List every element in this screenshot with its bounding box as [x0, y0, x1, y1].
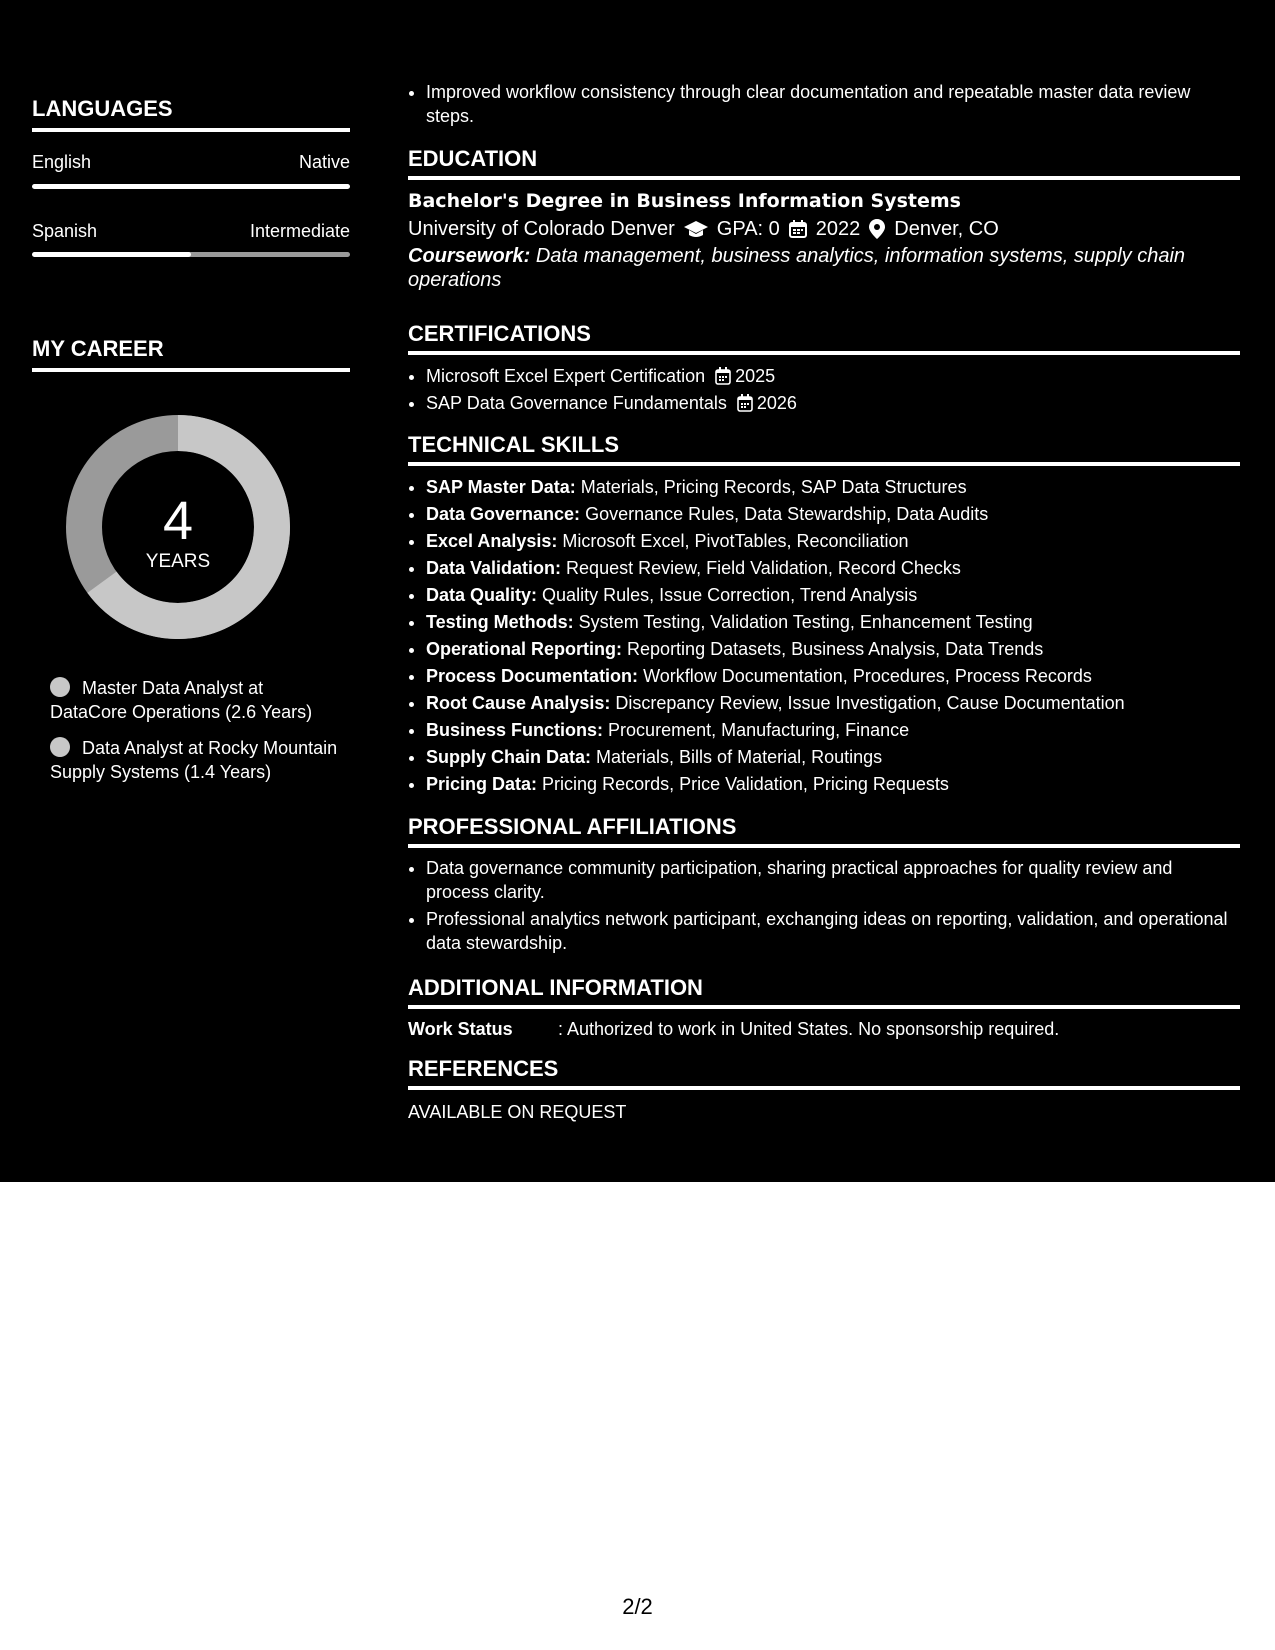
additional-info-section [408, 975, 1240, 1041]
page-number: 2/2 [622, 1594, 653, 1619]
skill-label: Data Governance: [426, 504, 581, 524]
skill-label: Pricing Data: [426, 774, 538, 794]
language-level: Intermediate [249, 221, 350, 241]
career-years-value: 4 [162, 491, 194, 551]
certification-name: Microsoft Excel Expert Certification [426, 366, 706, 386]
skill-item [426, 690, 1240, 717]
references-text: AVAILABLE ON REQUEST [408, 1102, 627, 1122]
calendar-icon [737, 394, 753, 412]
career-heading: MY CAREER [32, 336, 350, 372]
skill-item [426, 582, 1240, 609]
skill-label: Data Validation: [426, 558, 562, 578]
language-name: Spanish [32, 221, 98, 241]
experience-bullet: • Improved workflow consistency through clear documentation and repeatable master data review steps. [426, 80, 1240, 128]
work-status-label: Work Status [408, 1019, 513, 1039]
certification-name: SAP Data Governance Fundamentals [426, 393, 727, 413]
education-section [408, 146, 1240, 292]
skill-value: Materials, Bills of Material, Routings [596, 747, 883, 767]
skill-label: Data Quality: [426, 585, 538, 605]
language-bar-fill [32, 252, 191, 257]
skill-value: Pricing Records, Price Validation, Pricing Requests [542, 774, 949, 794]
career-legend-item [50, 736, 340, 784]
language-bar-spanish [32, 252, 350, 257]
affiliation-item: • Professional analytics network participant, exchanging ideas on reporting, validation, and operational data stewardship. [426, 907, 1240, 955]
skill-value: Reporting Datasets, Business Analysis, Data Trends [627, 639, 1044, 659]
skill-item [426, 609, 1240, 636]
certification-year: 2025 [735, 366, 776, 386]
references-section [408, 1056, 1240, 1124]
skill-item [426, 501, 1240, 528]
career-donut-chart [66, 415, 290, 639]
technical-skills-section [408, 432, 1240, 798]
career-legend-item [50, 676, 340, 724]
graduation-year: 2022 [815, 218, 861, 240]
languages-heading: LANGUAGES [32, 96, 350, 132]
skill-label: Excel Analysis: [426, 531, 558, 551]
coursework [408, 244, 1240, 292]
skill-value: Microsoft Excel, PivotTables, Reconciliation [562, 531, 909, 551]
skill-value: Governance Rules, Data Stewardship, Data Audits [585, 504, 989, 524]
skill-label: Process Documentation: [426, 666, 639, 686]
skill-label: SAP Master Data: [426, 477, 576, 497]
career-item-label: Data Analyst at Rocky Mountain Supply Systems (1.4 Years) [50, 738, 338, 782]
skills-list [408, 474, 1240, 798]
skill-label: Business Functions: [426, 720, 604, 740]
skill-item [426, 771, 1240, 798]
skill-item [426, 717, 1240, 744]
coursework-text: Data management, business analytics, information systems, supply chain operations [408, 245, 1186, 291]
work-status-value: : Authorized to work in United States. No sponsorship required. [558, 1019, 1060, 1039]
education-title: EDUCATION [408, 146, 1240, 180]
skill-item [426, 555, 1240, 582]
language-row-spanish [32, 221, 350, 242]
language-row-english [32, 152, 350, 173]
skill-value: Discrepancy Review, Issue Investigation, Cause Documentation [615, 693, 1125, 713]
skill-item [426, 636, 1240, 663]
skill-item [426, 528, 1240, 555]
career-years-label: YEARS [145, 551, 211, 572]
skill-value: Workflow Documentation, Procedures, Process Records [643, 666, 1092, 686]
language-level: Native [298, 152, 350, 172]
skill-item [426, 474, 1240, 501]
language-name: English [32, 152, 92, 172]
work-status-row [408, 1017, 1240, 1041]
experience-continued [408, 80, 1240, 128]
skill-value: Materials, Pricing Records, SAP Data Structures [580, 477, 967, 497]
skill-item [426, 744, 1240, 771]
skill-value: System Testing, Validation Testing, Enhancement Testing [578, 612, 1033, 632]
calendar-icon [788, 219, 808, 239]
technical-skills-title: TECHNICAL SKILLS [408, 432, 1240, 466]
education-meta [408, 214, 1240, 244]
certifications-title: CERTIFICATIONS [408, 321, 1240, 355]
legend-dot-icon [50, 677, 70, 697]
school-name: University of Colorado Denver [408, 218, 675, 240]
skill-label: Root Cause Analysis: [426, 693, 611, 713]
skill-label: Testing Methods: [426, 612, 574, 632]
skill-label: Operational Reporting: [426, 639, 623, 659]
affiliations-section [408, 814, 1240, 955]
affiliations-title: PROFESSIONAL AFFILIATIONS [408, 814, 1240, 848]
graduation-cap-icon [683, 219, 709, 239]
career-item-label: Master Data Analyst at DataCore Operations (2.6 Years) [50, 678, 313, 722]
skill-label: Supply Chain Data: [426, 747, 592, 767]
degree-name: Bachelor's Degree in Business Information Systems [408, 190, 961, 212]
coursework-label: Coursework: [408, 245, 531, 267]
skill-value: Quality Rules, Issue Correction, Trend Analysis [542, 585, 918, 605]
references-title: REFERENCES [408, 1056, 1240, 1090]
calendar-icon [715, 367, 731, 385]
legend-dot-icon [50, 737, 70, 757]
location-pin-icon [868, 218, 886, 240]
certification-item [426, 363, 1240, 390]
certifications-section [408, 321, 1240, 417]
skill-value: Request Review, Field Validation, Record Checks [566, 558, 961, 578]
language-bar-english [32, 184, 350, 189]
language-bar-fill [32, 184, 350, 189]
additional-info-title: ADDITIONAL INFORMATION [408, 975, 1240, 1009]
skill-item [426, 663, 1240, 690]
certification-year: 2026 [756, 393, 797, 413]
certification-item [426, 390, 1240, 417]
skill-value: Procurement, Manufacturing, Finance [608, 720, 910, 740]
school-location: Denver, CO [894, 218, 999, 240]
affiliation-item: • Data governance community participation, sharing practical approaches for quality review and process clarity. [426, 856, 1240, 904]
gpa: GPA: 0 [716, 218, 780, 240]
career-legend [50, 676, 340, 796]
